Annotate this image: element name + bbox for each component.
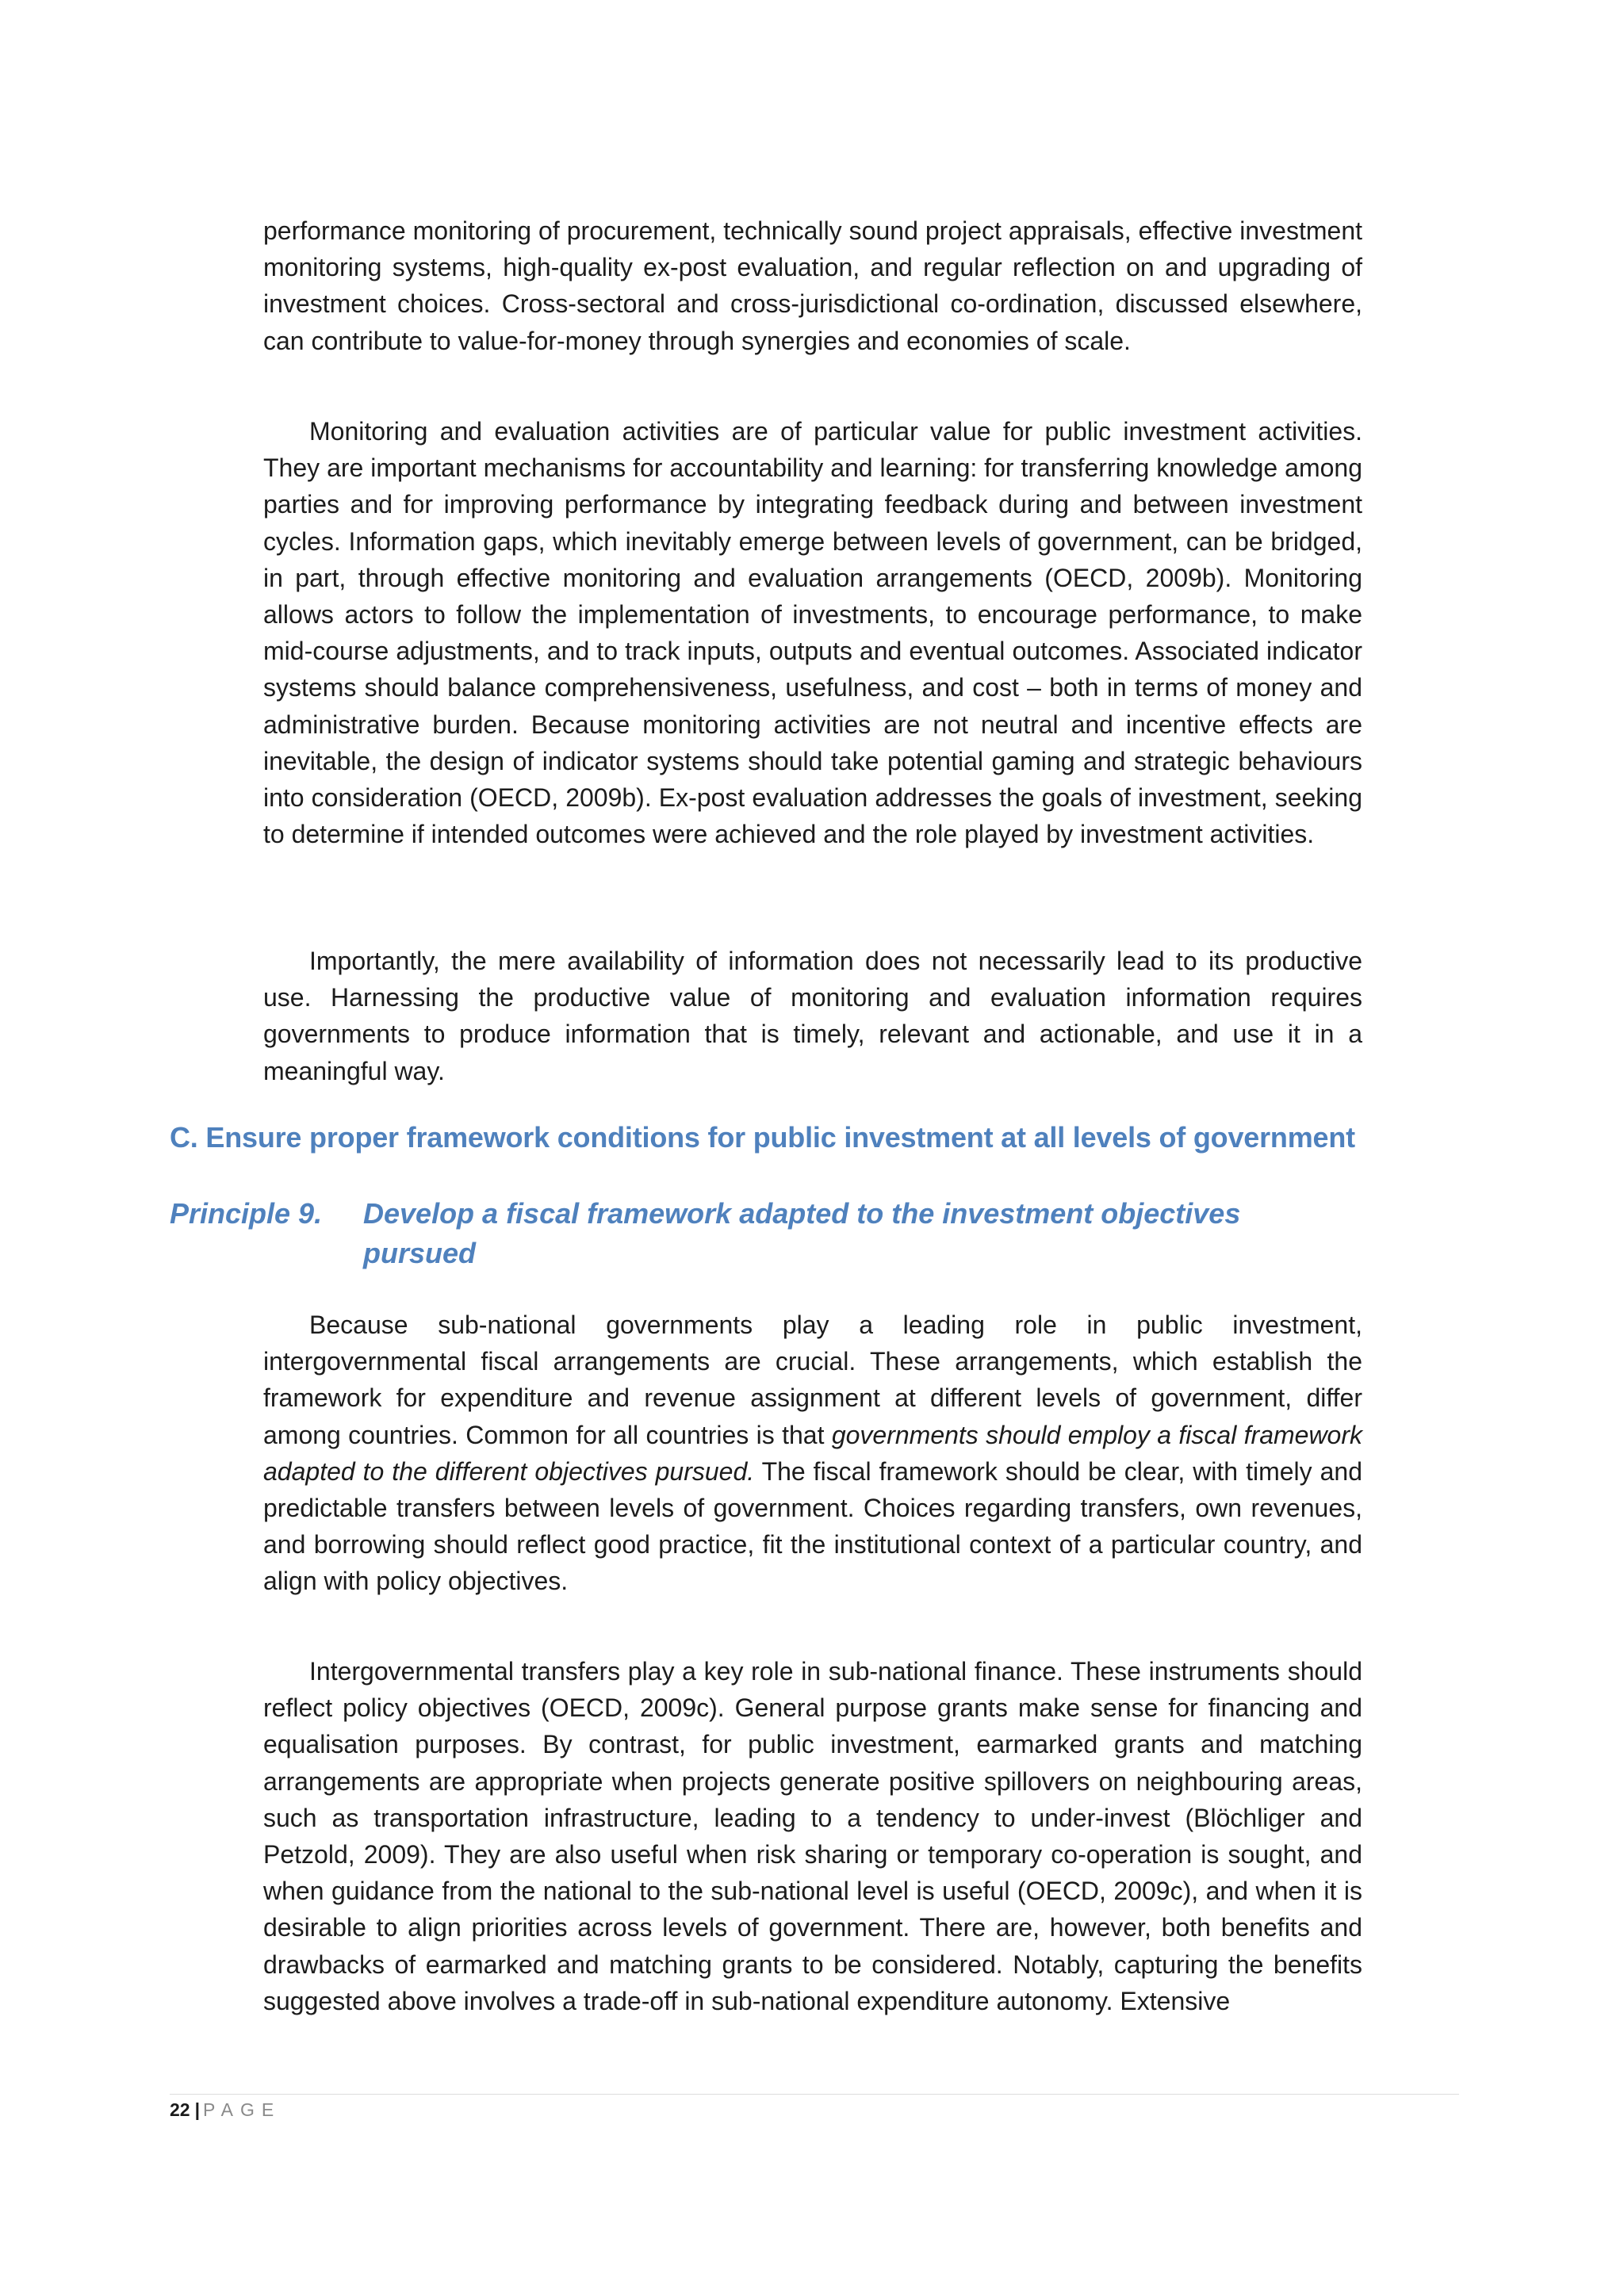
fiscal-paragraph-text-start: Because sub-national governments play a leading role in public investment, intergovernmental fiscal arrangements are crucial. These arrangements, which establish the framework for expenditure and revenue assignment at different levels of government, differ among countries. Common for all countries is that bbox=[263, 1311, 1362, 1449]
footer-separator: | bbox=[194, 2099, 201, 2120]
page-label: PAGE bbox=[203, 2099, 282, 2120]
body-paragraph-monitoring-procurement: performance monitoring of procurement, technically sound project appraisals, effective investment monitoring systems, high-quality ex-post evaluation, and regular reflection on and upgrading of investment choices. Cross-sectoral and cross-jurisdictional co-ordination, discussed elsewhere, can contribute to value-for-money through synergies and economies of scale. bbox=[263, 216, 1362, 355]
fiscal-paragraph-emphasis: governments should employ a fiscal framework adapted to the different objectives pursued. bbox=[263, 1420, 1363, 1486]
body-paragraph-intergovernmental-transfers: Intergovernmental transfers play a key role in sub-national finance. These instruments should reflect policy objectives (OECD, 2009c). General purpose grants make sense for financing and equalisation purposes. By contrast, for public investment, earmarked grants and matching arrangements are appropriate when projects generate positive spillovers on neighbouring areas, such as transportation infrastructure, leading to a tendency to under-invest (Blöchliger and Petzold, 2009). They are also useful when risk sharing or temporary co-operation is sought, and when guidance from the national to the sub-national level is useful (OECD, 2009c), and when it is desirable to align priorities across levels of government. There are, however, both benefits and drawbacks of earmarked and matching grants to be considered. Notably, capturing the benefits suggested above involves a trade-off in sub-national expenditure autonomy. Extensive bbox=[263, 1657, 1362, 2015]
section-heading-c: C. Ensure proper framework conditions for public investment at all levels of government bbox=[170, 1121, 1355, 1154]
page-footer bbox=[170, 2099, 281, 2121]
principle-title: Develop a fiscal framework adapted to the investment objectives pursued bbox=[363, 1197, 1241, 1269]
fiscal-paragraph-text-end: The fiscal framework should be clear, with timely and predictable transfers between levels of government. Choices regarding transfers, own revenues, and borrowing should reflect good practice, fit the institutional context of a particular country, and align with policy objectives. bbox=[263, 1456, 1363, 1596]
footer-divider bbox=[170, 2094, 1459, 2095]
body-paragraph-information-use: Importantly, the mere availability of information does not necessarily lead to its productive use. Harnessing the productive value of monitoring and evaluation information requires governments to produce information that is timely, relevant and actionable, and use it in a meaningful way. bbox=[263, 947, 1362, 1085]
body-paragraph-fiscal-arrangements bbox=[263, 1307, 1362, 1600]
body-paragraph-monitoring-evaluation: Monitoring and evaluation activities are of particular value for public investment activities. They are important mechanisms for accountability and learning: for transferring knowledge among parties and for improving performance by integrating feedback during and between investment cycles. Information gaps, which inevitably emerge between levels of government, can be bridged, in part, through effective monitoring and evaluation arrangements (OECD, 2009b). Monitoring allows actors to follow the implementation of investments, to encourage performance, to make mid-course adjustments, and to track inputs, outputs and eventual outcomes. Associated indicator systems should balance comprehensiveness, usefulness, and cost – both in terms of money and administrative burden. Because monitoring activities are not neutral and incentive effects are inevitable, the design of indicator systems should take potential gaming and strategic behaviours into consideration (OECD, 2009b). Ex-post evaluation addresses the goals of investment, seeking to determine if intended outcomes were achieved and the role played by investment activities. bbox=[263, 417, 1362, 849]
principle-label: Principle 9. bbox=[170, 1197, 323, 1230]
page-number: 22 bbox=[170, 2099, 190, 2120]
